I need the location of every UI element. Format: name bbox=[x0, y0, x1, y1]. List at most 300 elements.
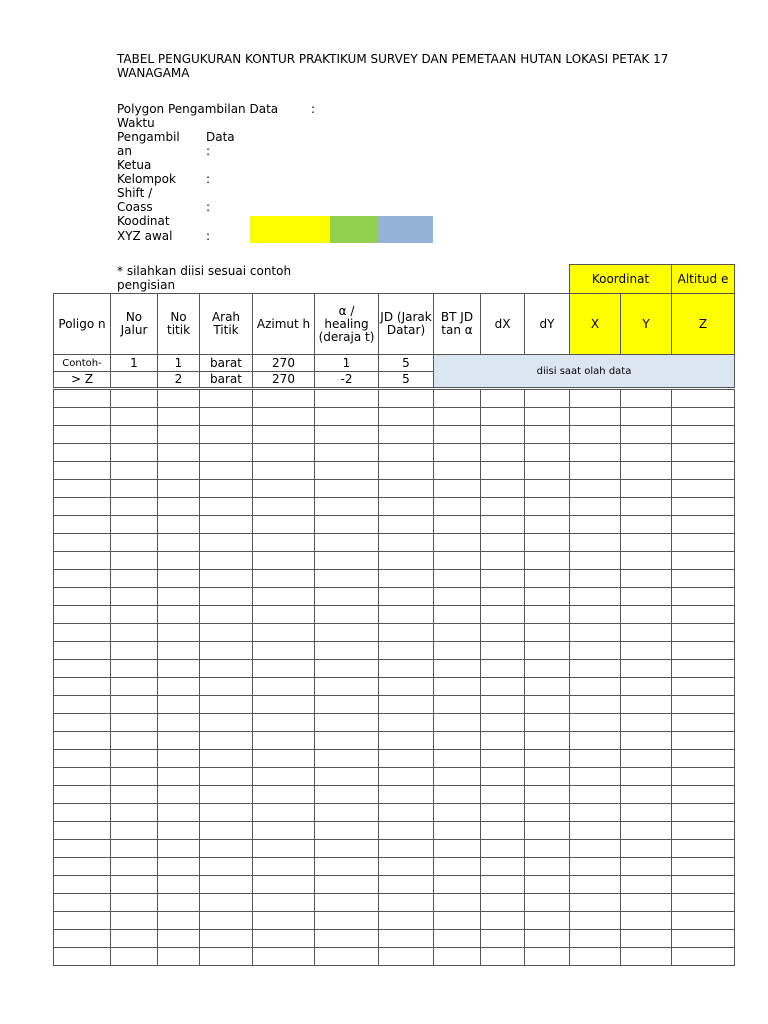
table-cell[interactable] bbox=[379, 389, 434, 408]
table-cell[interactable] bbox=[111, 642, 158, 660]
table-cell[interactable] bbox=[379, 840, 434, 858]
table-cell[interactable] bbox=[315, 426, 379, 444]
table-cell[interactable] bbox=[570, 552, 621, 570]
table-cell[interactable] bbox=[54, 732, 111, 750]
example-cell[interactable]: 5 bbox=[379, 372, 434, 389]
table-cell[interactable] bbox=[111, 930, 158, 948]
table-cell[interactable] bbox=[379, 804, 434, 822]
table-cell[interactable] bbox=[434, 822, 481, 840]
table-cell[interactable] bbox=[570, 534, 621, 552]
table-cell[interactable] bbox=[434, 678, 481, 696]
table-cell[interactable] bbox=[111, 516, 158, 534]
table-cell[interactable] bbox=[158, 714, 200, 732]
table-cell[interactable] bbox=[200, 696, 253, 714]
table-cell[interactable] bbox=[200, 570, 253, 588]
table-cell[interactable] bbox=[200, 498, 253, 516]
table-cell[interactable] bbox=[481, 570, 525, 588]
table-cell[interactable] bbox=[434, 696, 481, 714]
table-cell[interactable] bbox=[200, 840, 253, 858]
example-cell[interactable]: 1 bbox=[315, 355, 379, 372]
table-cell[interactable] bbox=[525, 552, 570, 570]
table-cell[interactable] bbox=[434, 948, 481, 966]
example-cell[interactable]: -2 bbox=[315, 372, 379, 389]
table-cell[interactable] bbox=[672, 552, 735, 570]
table-cell[interactable] bbox=[570, 480, 621, 498]
table-cell[interactable] bbox=[253, 786, 315, 804]
table-cell[interactable] bbox=[570, 660, 621, 678]
table-cell[interactable] bbox=[379, 426, 434, 444]
table-cell[interactable] bbox=[111, 696, 158, 714]
table-cell[interactable] bbox=[525, 660, 570, 678]
example-cell[interactable]: 1 bbox=[111, 355, 158, 372]
table-cell[interactable] bbox=[621, 768, 672, 786]
example-cell[interactable]: 2 bbox=[158, 372, 200, 389]
table-cell[interactable] bbox=[253, 444, 315, 462]
table-cell[interactable] bbox=[621, 570, 672, 588]
table-cell[interactable] bbox=[253, 804, 315, 822]
table-cell[interactable] bbox=[158, 732, 200, 750]
table-cell[interactable] bbox=[434, 876, 481, 894]
table-cell[interactable] bbox=[253, 876, 315, 894]
table-cell[interactable] bbox=[481, 930, 525, 948]
table-cell[interactable] bbox=[111, 732, 158, 750]
table-cell[interactable] bbox=[379, 822, 434, 840]
table-cell[interactable] bbox=[481, 426, 525, 444]
table-cell[interactable] bbox=[111, 876, 158, 894]
table-cell[interactable] bbox=[379, 894, 434, 912]
table-cell[interactable] bbox=[672, 408, 735, 426]
table-cell[interactable] bbox=[111, 498, 158, 516]
table-cell[interactable] bbox=[481, 552, 525, 570]
table-cell[interactable] bbox=[158, 786, 200, 804]
table-cell[interactable] bbox=[315, 948, 379, 966]
table-cell[interactable] bbox=[54, 822, 111, 840]
table-cell[interactable] bbox=[672, 480, 735, 498]
table-cell[interactable] bbox=[253, 534, 315, 552]
table-cell[interactable] bbox=[481, 822, 525, 840]
table-cell[interactable] bbox=[54, 408, 111, 426]
table-cell[interactable] bbox=[158, 624, 200, 642]
table-cell[interactable] bbox=[621, 696, 672, 714]
table-cell[interactable] bbox=[158, 876, 200, 894]
table-cell[interactable] bbox=[434, 588, 481, 606]
table-cell[interactable] bbox=[672, 696, 735, 714]
table-cell[interactable] bbox=[672, 750, 735, 768]
table-cell[interactable] bbox=[672, 732, 735, 750]
table-cell[interactable] bbox=[158, 768, 200, 786]
table-cell[interactable] bbox=[525, 588, 570, 606]
table-cell[interactable] bbox=[379, 498, 434, 516]
table-cell[interactable] bbox=[111, 804, 158, 822]
table-cell[interactable] bbox=[525, 642, 570, 660]
table-cell[interactable] bbox=[54, 786, 111, 804]
table-cell[interactable] bbox=[621, 822, 672, 840]
table-cell[interactable] bbox=[315, 876, 379, 894]
example-cell[interactable]: 270 bbox=[253, 355, 315, 372]
table-cell[interactable] bbox=[54, 462, 111, 480]
table-cell[interactable] bbox=[253, 768, 315, 786]
table-cell[interactable] bbox=[315, 768, 379, 786]
example-cell[interactable]: barat bbox=[200, 355, 253, 372]
table-cell[interactable] bbox=[570, 642, 621, 660]
table-cell[interactable] bbox=[158, 660, 200, 678]
table-cell[interactable] bbox=[379, 732, 434, 750]
table-cell[interactable] bbox=[434, 768, 481, 786]
table-cell[interactable] bbox=[315, 750, 379, 768]
table-cell[interactable] bbox=[481, 660, 525, 678]
table-cell[interactable] bbox=[570, 948, 621, 966]
table-cell[interactable] bbox=[481, 840, 525, 858]
table-cell[interactable] bbox=[672, 858, 735, 876]
table-cell[interactable] bbox=[570, 930, 621, 948]
table-cell[interactable] bbox=[158, 606, 200, 624]
table-cell[interactable] bbox=[200, 480, 253, 498]
table-cell[interactable] bbox=[525, 894, 570, 912]
table-cell[interactable] bbox=[253, 552, 315, 570]
table-cell[interactable] bbox=[570, 678, 621, 696]
table-cell[interactable] bbox=[253, 858, 315, 876]
table-cell[interactable] bbox=[54, 912, 111, 930]
table-cell[interactable] bbox=[434, 552, 481, 570]
table-cell[interactable] bbox=[621, 480, 672, 498]
table-cell[interactable] bbox=[253, 516, 315, 534]
table-cell[interactable] bbox=[315, 516, 379, 534]
table-cell[interactable] bbox=[434, 912, 481, 930]
table-cell[interactable] bbox=[158, 498, 200, 516]
table-cell[interactable] bbox=[379, 678, 434, 696]
table-cell[interactable] bbox=[570, 606, 621, 624]
table-cell[interactable] bbox=[158, 912, 200, 930]
table-cell[interactable] bbox=[570, 804, 621, 822]
table-cell[interactable] bbox=[158, 444, 200, 462]
table-cell[interactable] bbox=[54, 768, 111, 786]
table-cell[interactable] bbox=[672, 948, 735, 966]
table-cell[interactable] bbox=[525, 786, 570, 804]
table-cell[interactable] bbox=[54, 876, 111, 894]
table-cell[interactable] bbox=[672, 444, 735, 462]
table-cell[interactable] bbox=[200, 750, 253, 768]
table-cell[interactable] bbox=[200, 714, 253, 732]
table-cell[interactable] bbox=[570, 714, 621, 732]
table-cell[interactable] bbox=[315, 389, 379, 408]
table-cell[interactable] bbox=[253, 480, 315, 498]
table-cell[interactable] bbox=[200, 444, 253, 462]
table-cell[interactable] bbox=[54, 570, 111, 588]
example-cell[interactable]: barat bbox=[200, 372, 253, 389]
table-cell[interactable] bbox=[111, 588, 158, 606]
table-cell[interactable] bbox=[434, 930, 481, 948]
table-cell[interactable] bbox=[379, 570, 434, 588]
table-cell[interactable] bbox=[434, 389, 481, 408]
table-cell[interactable] bbox=[621, 606, 672, 624]
table-cell[interactable] bbox=[481, 642, 525, 660]
table-cell[interactable] bbox=[158, 750, 200, 768]
table-cell[interactable] bbox=[200, 858, 253, 876]
table-cell[interactable] bbox=[54, 804, 111, 822]
table-cell[interactable] bbox=[315, 660, 379, 678]
table-cell[interactable] bbox=[54, 696, 111, 714]
table-cell[interactable] bbox=[315, 624, 379, 642]
table-cell[interactable] bbox=[621, 498, 672, 516]
table-cell[interactable] bbox=[54, 678, 111, 696]
table-cell[interactable] bbox=[200, 389, 253, 408]
table-cell[interactable] bbox=[570, 588, 621, 606]
table-cell[interactable] bbox=[200, 876, 253, 894]
table-cell[interactable] bbox=[434, 462, 481, 480]
table-cell[interactable] bbox=[200, 786, 253, 804]
table-cell[interactable] bbox=[481, 768, 525, 786]
table-cell[interactable] bbox=[672, 912, 735, 930]
table-cell[interactable] bbox=[621, 912, 672, 930]
table-cell[interactable] bbox=[200, 912, 253, 930]
table-cell[interactable] bbox=[570, 876, 621, 894]
table-cell[interactable] bbox=[672, 894, 735, 912]
table-cell[interactable] bbox=[379, 912, 434, 930]
table-cell[interactable] bbox=[525, 714, 570, 732]
table-cell[interactable] bbox=[54, 426, 111, 444]
table-cell[interactable] bbox=[525, 426, 570, 444]
table-cell[interactable] bbox=[570, 498, 621, 516]
table-cell[interactable] bbox=[481, 876, 525, 894]
table-cell[interactable] bbox=[253, 642, 315, 660]
table-cell[interactable] bbox=[253, 948, 315, 966]
table-cell[interactable] bbox=[434, 570, 481, 588]
table-cell[interactable] bbox=[672, 534, 735, 552]
table-cell[interactable] bbox=[158, 894, 200, 912]
table-cell[interactable] bbox=[379, 588, 434, 606]
table-cell[interactable] bbox=[481, 498, 525, 516]
table-cell[interactable] bbox=[621, 930, 672, 948]
table-cell[interactable] bbox=[111, 660, 158, 678]
table-cell[interactable] bbox=[672, 678, 735, 696]
table-cell[interactable] bbox=[481, 894, 525, 912]
table-cell[interactable] bbox=[434, 624, 481, 642]
table-cell[interactable] bbox=[481, 732, 525, 750]
table-cell[interactable] bbox=[621, 444, 672, 462]
table-cell[interactable] bbox=[434, 642, 481, 660]
table-cell[interactable] bbox=[253, 930, 315, 948]
table-cell[interactable] bbox=[525, 768, 570, 786]
table-cell[interactable] bbox=[158, 552, 200, 570]
table-cell[interactable] bbox=[111, 570, 158, 588]
table-cell[interactable] bbox=[481, 858, 525, 876]
table-cell[interactable] bbox=[111, 606, 158, 624]
table-cell[interactable] bbox=[434, 714, 481, 732]
table-cell[interactable] bbox=[315, 930, 379, 948]
table-cell[interactable] bbox=[315, 696, 379, 714]
table-cell[interactable] bbox=[200, 678, 253, 696]
table-cell[interactable] bbox=[315, 462, 379, 480]
table-cell[interactable] bbox=[525, 498, 570, 516]
table-cell[interactable] bbox=[253, 570, 315, 588]
table-cell[interactable] bbox=[570, 750, 621, 768]
table-cell[interactable] bbox=[379, 516, 434, 534]
table-cell[interactable] bbox=[525, 804, 570, 822]
table-cell[interactable] bbox=[481, 948, 525, 966]
table-cell[interactable] bbox=[621, 786, 672, 804]
table-cell[interactable] bbox=[200, 930, 253, 948]
table-cell[interactable] bbox=[672, 804, 735, 822]
table-cell[interactable] bbox=[481, 588, 525, 606]
table-cell[interactable] bbox=[621, 876, 672, 894]
table-cell[interactable] bbox=[379, 696, 434, 714]
table-cell[interactable] bbox=[253, 840, 315, 858]
table-cell[interactable] bbox=[111, 624, 158, 642]
table-cell[interactable] bbox=[315, 588, 379, 606]
table-cell[interactable] bbox=[481, 696, 525, 714]
table-cell[interactable] bbox=[315, 480, 379, 498]
table-cell[interactable] bbox=[672, 714, 735, 732]
table-cell[interactable] bbox=[570, 516, 621, 534]
table-cell[interactable] bbox=[621, 552, 672, 570]
table-cell[interactable] bbox=[621, 732, 672, 750]
table-cell[interactable] bbox=[379, 534, 434, 552]
table-cell[interactable] bbox=[111, 840, 158, 858]
table-cell[interactable] bbox=[158, 534, 200, 552]
table-cell[interactable] bbox=[570, 768, 621, 786]
table-cell[interactable] bbox=[253, 732, 315, 750]
table-cell[interactable] bbox=[525, 462, 570, 480]
table-cell[interactable] bbox=[111, 678, 158, 696]
table-cell[interactable] bbox=[621, 516, 672, 534]
table-cell[interactable] bbox=[434, 750, 481, 768]
table-cell[interactable] bbox=[200, 552, 253, 570]
table-cell[interactable] bbox=[525, 389, 570, 408]
table-cell[interactable] bbox=[434, 516, 481, 534]
table-cell[interactable] bbox=[315, 498, 379, 516]
table-cell[interactable] bbox=[315, 642, 379, 660]
table-cell[interactable] bbox=[200, 462, 253, 480]
table-cell[interactable] bbox=[434, 732, 481, 750]
table-cell[interactable] bbox=[315, 678, 379, 696]
table-cell[interactable] bbox=[379, 876, 434, 894]
table-cell[interactable] bbox=[621, 624, 672, 642]
table-cell[interactable] bbox=[253, 696, 315, 714]
table-cell[interactable] bbox=[158, 426, 200, 444]
table-cell[interactable] bbox=[200, 948, 253, 966]
table-cell[interactable] bbox=[253, 750, 315, 768]
table-cell[interactable] bbox=[111, 714, 158, 732]
table-cell[interactable] bbox=[434, 858, 481, 876]
table-cell[interactable] bbox=[570, 444, 621, 462]
table-cell[interactable] bbox=[525, 570, 570, 588]
table-cell[interactable] bbox=[481, 714, 525, 732]
table-cell[interactable] bbox=[200, 768, 253, 786]
table-cell[interactable] bbox=[570, 894, 621, 912]
table-cell[interactable] bbox=[621, 588, 672, 606]
table-cell[interactable] bbox=[481, 678, 525, 696]
table-cell[interactable] bbox=[158, 516, 200, 534]
table-cell[interactable] bbox=[111, 948, 158, 966]
table-cell[interactable] bbox=[253, 894, 315, 912]
table-cell[interactable] bbox=[111, 912, 158, 930]
example-cell[interactable]: 1 bbox=[158, 355, 200, 372]
table-cell[interactable] bbox=[434, 480, 481, 498]
table-cell[interactable] bbox=[253, 462, 315, 480]
table-cell[interactable] bbox=[379, 858, 434, 876]
table-cell[interactable] bbox=[434, 426, 481, 444]
table-cell[interactable] bbox=[315, 552, 379, 570]
table-cell[interactable] bbox=[54, 389, 111, 408]
table-cell[interactable] bbox=[621, 804, 672, 822]
table-cell[interactable] bbox=[54, 642, 111, 660]
table-cell[interactable] bbox=[111, 462, 158, 480]
table-cell[interactable] bbox=[434, 444, 481, 462]
table-cell[interactable] bbox=[253, 714, 315, 732]
table-cell[interactable] bbox=[525, 516, 570, 534]
table-cell[interactable] bbox=[621, 948, 672, 966]
table-cell[interactable] bbox=[158, 840, 200, 858]
table-cell[interactable] bbox=[481, 786, 525, 804]
table-cell[interactable] bbox=[200, 624, 253, 642]
table-cell[interactable] bbox=[621, 858, 672, 876]
table-cell[interactable] bbox=[315, 894, 379, 912]
table-cell[interactable] bbox=[200, 894, 253, 912]
table-cell[interactable] bbox=[570, 840, 621, 858]
table-cell[interactable] bbox=[54, 750, 111, 768]
table-cell[interactable] bbox=[672, 624, 735, 642]
table-cell[interactable] bbox=[111, 786, 158, 804]
table-cell[interactable] bbox=[54, 624, 111, 642]
table-cell[interactable] bbox=[672, 498, 735, 516]
table-cell[interactable] bbox=[200, 732, 253, 750]
table-cell[interactable] bbox=[434, 804, 481, 822]
table-cell[interactable] bbox=[621, 426, 672, 444]
table-cell[interactable] bbox=[525, 606, 570, 624]
table-cell[interactable] bbox=[111, 552, 158, 570]
table-cell[interactable] bbox=[672, 426, 735, 444]
table-cell[interactable] bbox=[525, 750, 570, 768]
example-cell[interactable]: 270 bbox=[253, 372, 315, 389]
table-cell[interactable] bbox=[200, 606, 253, 624]
table-cell[interactable] bbox=[315, 570, 379, 588]
table-cell[interactable] bbox=[525, 480, 570, 498]
table-cell[interactable] bbox=[434, 534, 481, 552]
table-cell[interactable] bbox=[379, 948, 434, 966]
table-cell[interactable] bbox=[379, 606, 434, 624]
table-cell[interactable] bbox=[570, 426, 621, 444]
table-cell[interactable] bbox=[315, 714, 379, 732]
table-cell[interactable] bbox=[158, 462, 200, 480]
table-cell[interactable] bbox=[253, 426, 315, 444]
table-cell[interactable] bbox=[253, 624, 315, 642]
table-cell[interactable] bbox=[158, 642, 200, 660]
table-cell[interactable] bbox=[621, 642, 672, 660]
table-cell[interactable] bbox=[315, 858, 379, 876]
table-cell[interactable] bbox=[111, 894, 158, 912]
table-cell[interactable] bbox=[315, 732, 379, 750]
table-cell[interactable] bbox=[672, 462, 735, 480]
table-cell[interactable] bbox=[54, 516, 111, 534]
table-cell[interactable] bbox=[525, 948, 570, 966]
table-cell[interactable] bbox=[158, 480, 200, 498]
table-cell[interactable] bbox=[54, 660, 111, 678]
table-cell[interactable] bbox=[672, 606, 735, 624]
table-cell[interactable] bbox=[111, 426, 158, 444]
table-cell[interactable] bbox=[434, 840, 481, 858]
table-cell[interactable] bbox=[672, 516, 735, 534]
table-cell[interactable] bbox=[253, 498, 315, 516]
table-cell[interactable] bbox=[434, 606, 481, 624]
table-cell[interactable] bbox=[570, 858, 621, 876]
table-cell[interactable] bbox=[525, 858, 570, 876]
table-cell[interactable] bbox=[54, 588, 111, 606]
table-cell[interactable] bbox=[200, 588, 253, 606]
table-cell[interactable] bbox=[158, 389, 200, 408]
table-cell[interactable] bbox=[54, 858, 111, 876]
table-cell[interactable] bbox=[672, 642, 735, 660]
table-cell[interactable] bbox=[158, 696, 200, 714]
